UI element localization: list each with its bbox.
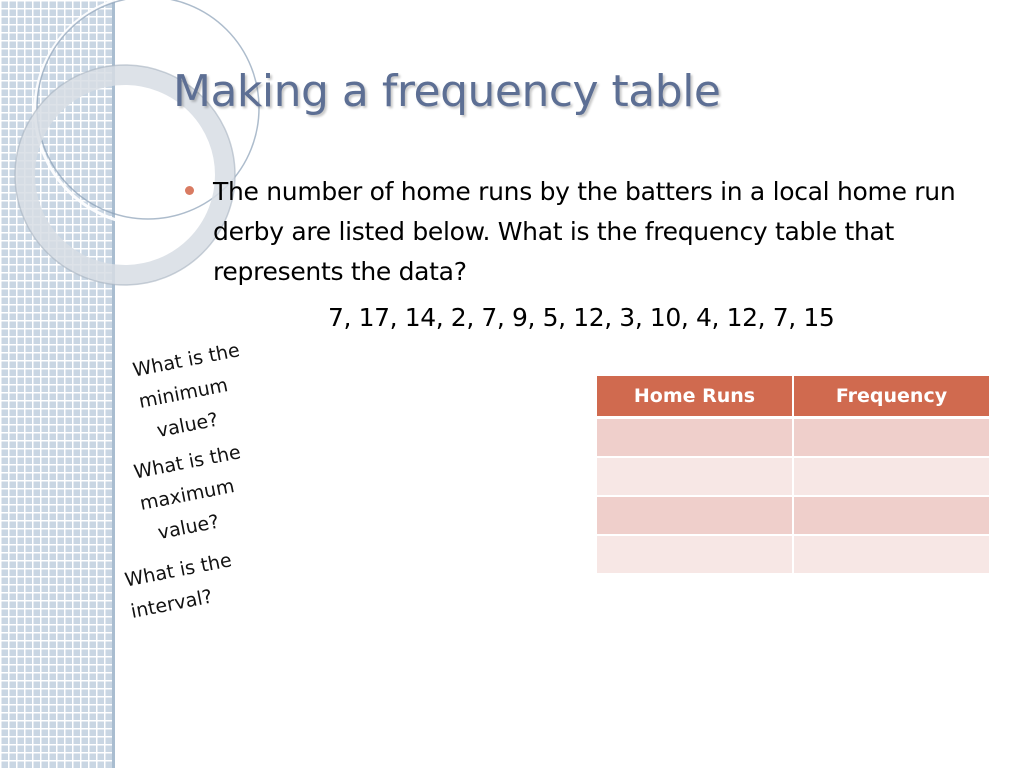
table-cell — [793, 496, 989, 535]
table-cell — [597, 418, 793, 458]
decorative-side-strip — [0, 0, 114, 768]
note-maximum-value — [131, 436, 256, 551]
table-cell — [793, 457, 989, 496]
table-row — [597, 535, 989, 573]
note-line: What is the — [131, 441, 243, 484]
side-strip-edge — [112, 0, 115, 768]
note-line: value? — [155, 510, 221, 545]
table-cell — [793, 418, 989, 458]
table-header-row — [597, 376, 989, 418]
note-line: maximum — [138, 475, 237, 515]
note-line: What is the — [130, 339, 242, 382]
note-line: What is the — [122, 549, 234, 592]
note-line: value? — [154, 408, 220, 443]
data-values: 7, 17, 14, 2, 7, 9, 5, 12, 3, 10, 4, 12, 7, 15 — [328, 303, 835, 332]
header-home-runs: Home Runs — [597, 376, 793, 418]
table-cell — [597, 457, 793, 496]
slide-title: Making a frequency table — [173, 66, 721, 117]
question-text: The number of home runs by the batters in a local home run derby are listed below. What is the frequency table that represents the data? — [213, 177, 956, 286]
table-cell — [597, 496, 793, 535]
table-row — [597, 418, 989, 458]
bullet-icon — [185, 186, 194, 195]
header-frequency: Frequency — [793, 376, 989, 418]
frequency-table — [597, 376, 989, 573]
note-minimum-value — [130, 334, 255, 449]
table-row — [597, 457, 989, 496]
note-line: minimum — [137, 374, 230, 413]
note-interval — [122, 544, 241, 628]
table-cell — [793, 535, 989, 573]
note-line: interval? — [129, 585, 215, 623]
table-cell — [597, 535, 793, 573]
table-row — [597, 496, 989, 535]
